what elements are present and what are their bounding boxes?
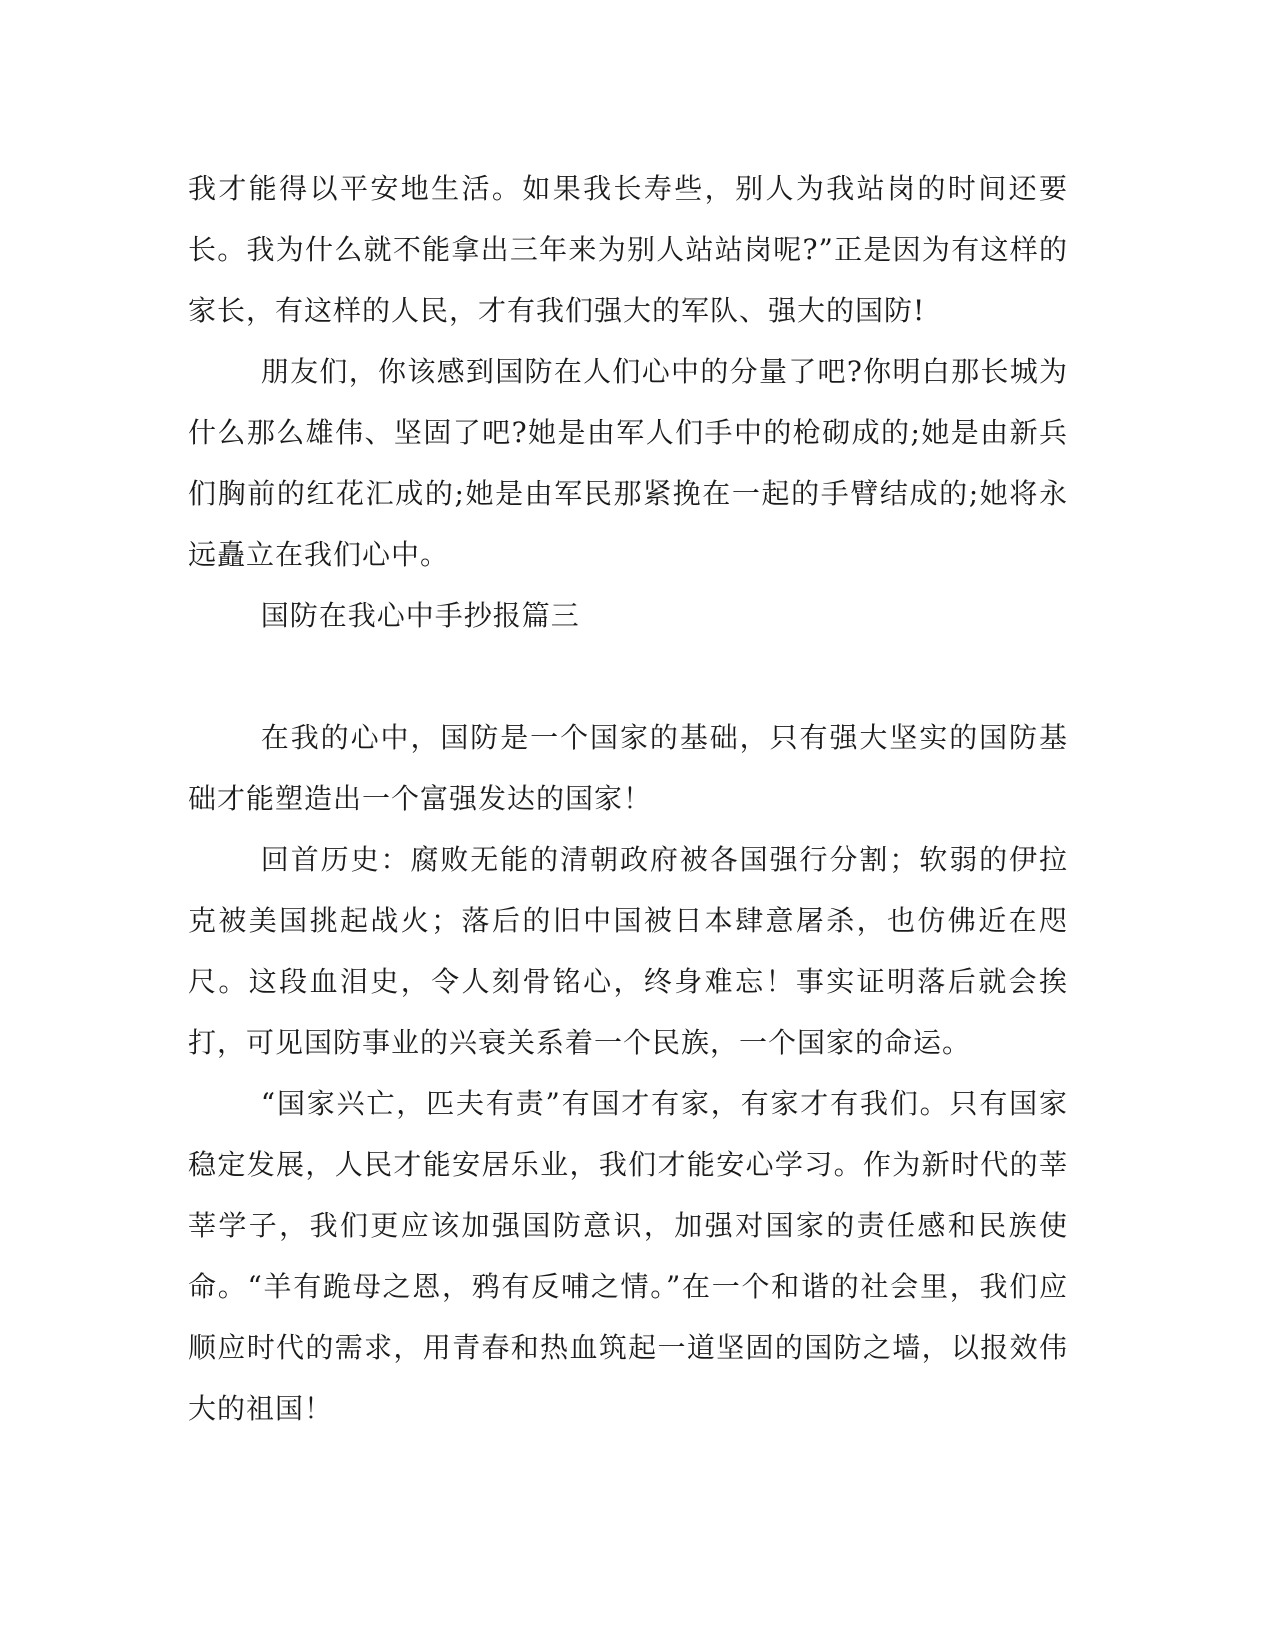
paragraph-responsibility: “国家兴亡，匹夫有责”有国才有家，有家才有我们。只有国家稳定发展，人民才能安居乐业，我们才能安心学习。作为新时代的莘莘学子，我们更应该加强国防意识，加强对国家的责任感和民族使命。“羊有跪母之恩，鸦有反哺之情。”在一个和谐的社会里，我们应顺应时代的需求，用青春和热血筑起一道坚固的国防之墙，以报效伟大的祖国！ bbox=[188, 1087, 1068, 1425]
paragraph-foundation: 在我的心中，国防是一个国家的基础，只有强大坚实的国防基础才能塑造出一个富强发达的国家！ bbox=[188, 721, 1068, 815]
section-title: 国防在我心中手抄报篇三 bbox=[260, 599, 580, 632]
paragraph-great-wall: 朋友们，你该感到国防在人们心中的分量了吧?你明白那长城为什么那么雄伟、坚固了吧?她是由军人们手中的枪砌成的;她是由新兵们胸前的红花汇成的;她是由军民那紧挽在一起的手臂结成的;她将永远矗立在我们心中。 bbox=[188, 355, 1068, 571]
paragraph-continuation: 我才能得以平安地生活。如果我长寿些，别人为我站岗的时间还要长。我为什么就不能拿出三年来为别人站站岗呢?”正是因为有这样的家长，有这样的人民，才有我们强大的军队、强大的国防! bbox=[188, 172, 1068, 327]
paragraph-history: 回首历史：腐败无能的清朝政府被各国强行分割；软弱的伊拉克被美国挑起战火；落后的旧中国被日本肆意屠杀，也仿佛近在咫尺。这段血泪史，令人刻骨铭心，终身难忘！事实证明落后就会挨打，可见国防事业的兴衰关系着一个民族，一个国家的命运。 bbox=[188, 843, 1068, 1059]
section-spacer bbox=[188, 646, 1068, 707]
document-body bbox=[188, 158, 1068, 1439]
